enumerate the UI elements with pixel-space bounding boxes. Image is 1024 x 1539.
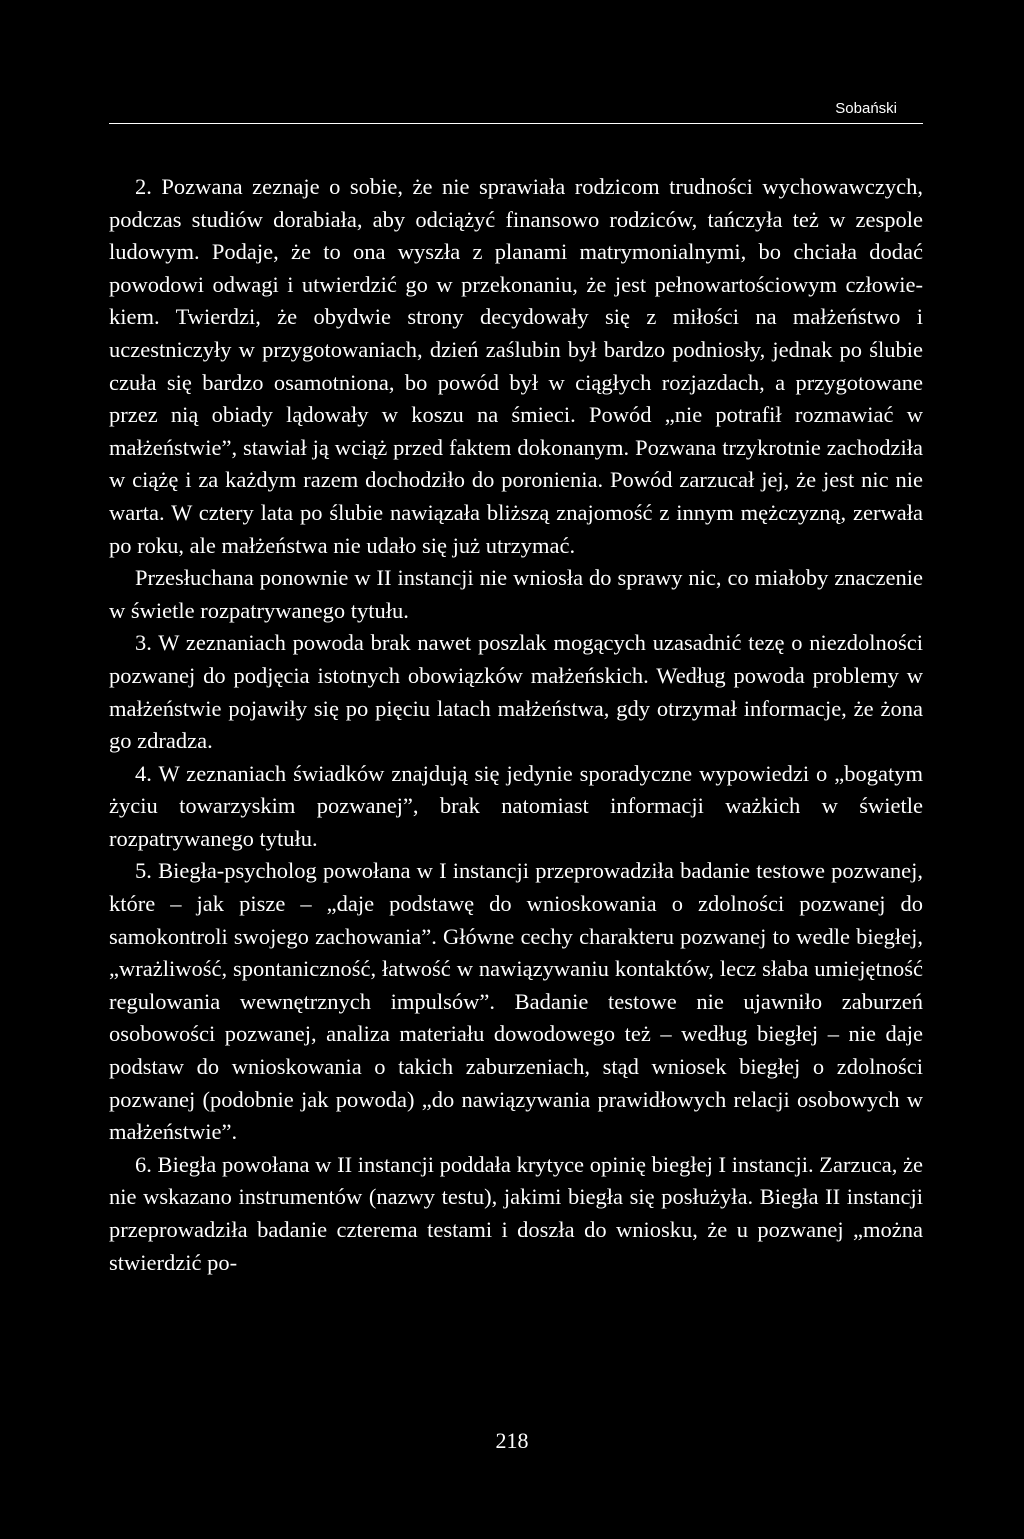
paragraph-5: 5. Biegła-psycholog powołana w I instancji przeprowadziła badanie testowe pozwanej, które – jak pisze – „daje podstawę do wnioskowania o zdolności pozwanej do samokontroli swojego zachowania”. Główne cechy charakteru pozwanej to wedle biegłej, „wrażliwość, spontaniczność, łatwość w nawiązywaniu kontaktów, lecz słaba umiejętność regulowania wewnętrznych impulsów”. Badanie testowe nie ujawniło zaburzeń osobowości pozwanej, analiza materiału dowodowego też – według biegłej – nie daje podstaw do wnioskowania o takich zaburzeniach, stąd wniosek biegłej o zdolności pozwanej (podobnie jak powoda) „do nawiązywania prawidłowych relacji osobowych w małżeństwie”. — [109, 858, 923, 1145]
paragraph-2-continuation: Przesłuchana ponownie w II instancji nie wniosła do sprawy nic, co miałoby znaczenie w świetle rozpatrywanego tytułu. — [109, 565, 923, 623]
paragraph-6: 6. Biegła powołana w II instancji poddała krytyce opinię biegłej I instancji. Zarzuca, że nie wskazano instrumentów (nazwy testu), jakimi biegła się posłużyła. Biegła II instancji przeprowadziła badanie czterema testami i doszła do wniosku, że u pozwanej „można stwierdzić po- — [109, 1151, 923, 1275]
paragraph-3: 3. W zeznaniach powoda brak nawet poszlak mogących uzasadnić tezę o niezdolności pozwanej do podjęcia istotnych obowiązków małżeńskich. Według powoda problemy w małżeństwie pojawiły się po pięciu latach małżeństwa, gdy otrzymał informacje, że żona go zdradza. — [109, 630, 923, 754]
page-body — [109, 171, 923, 1279]
page-number: 218 — [495, 1428, 529, 1453]
running-head: Sobański — [835, 100, 897, 117]
paragraph-2: 2. Pozwana zeznaje o sobie, że nie sprawiała rodzicom trudności wychowawczych, podczas studiów dorabiała, aby odciążyć finansowo rodziców, tańczyła też w zespole ludowym. Podaje, że to ona wyszła z planami matrymonialnymi, bo chciała dodać powodowi odwagi i utwierdzić go w przekonaniu, że jest pełnowartościowym człowiekiem. Twierdzi, że obydwie strony decydowały się z miłości na małżeństwo i uczestniczyły w przygotowaniach, dzień zaślubin był bardzo podniosły, jednak po ślubie czuła się bardzo osamotniona, bo powód był w ciągłych rozjazdach, a przygotowane przez nią obiady lądowały w koszu na śmieci. Powód „nie potrafił rozmawiać w małżeństwie”, stawiał ją wciąż przed faktem dokonanym. Pozwana trzykrotnie zachodziła w ciążę i za każdym razem dochodziło do poronienia. Powód zarzucał jej, że jest nic nie warta. W cztery lata po ślubie nawiązała bliższą znajomość z innym mężczyzną, zerwała po roku, ale małżeństwa nie udało się już utrzymać. — [109, 174, 923, 558]
paragraph-4: 4. W zeznaniach świadków znajdują się jedynie sporadyczne wypowiedzi o „bogatym życiu towarzyskim pozwanej”, brak natomiast informacji ważkich w świetle rozpatrywanego tytułu. — [109, 760, 923, 851]
header-rule — [109, 123, 923, 124]
